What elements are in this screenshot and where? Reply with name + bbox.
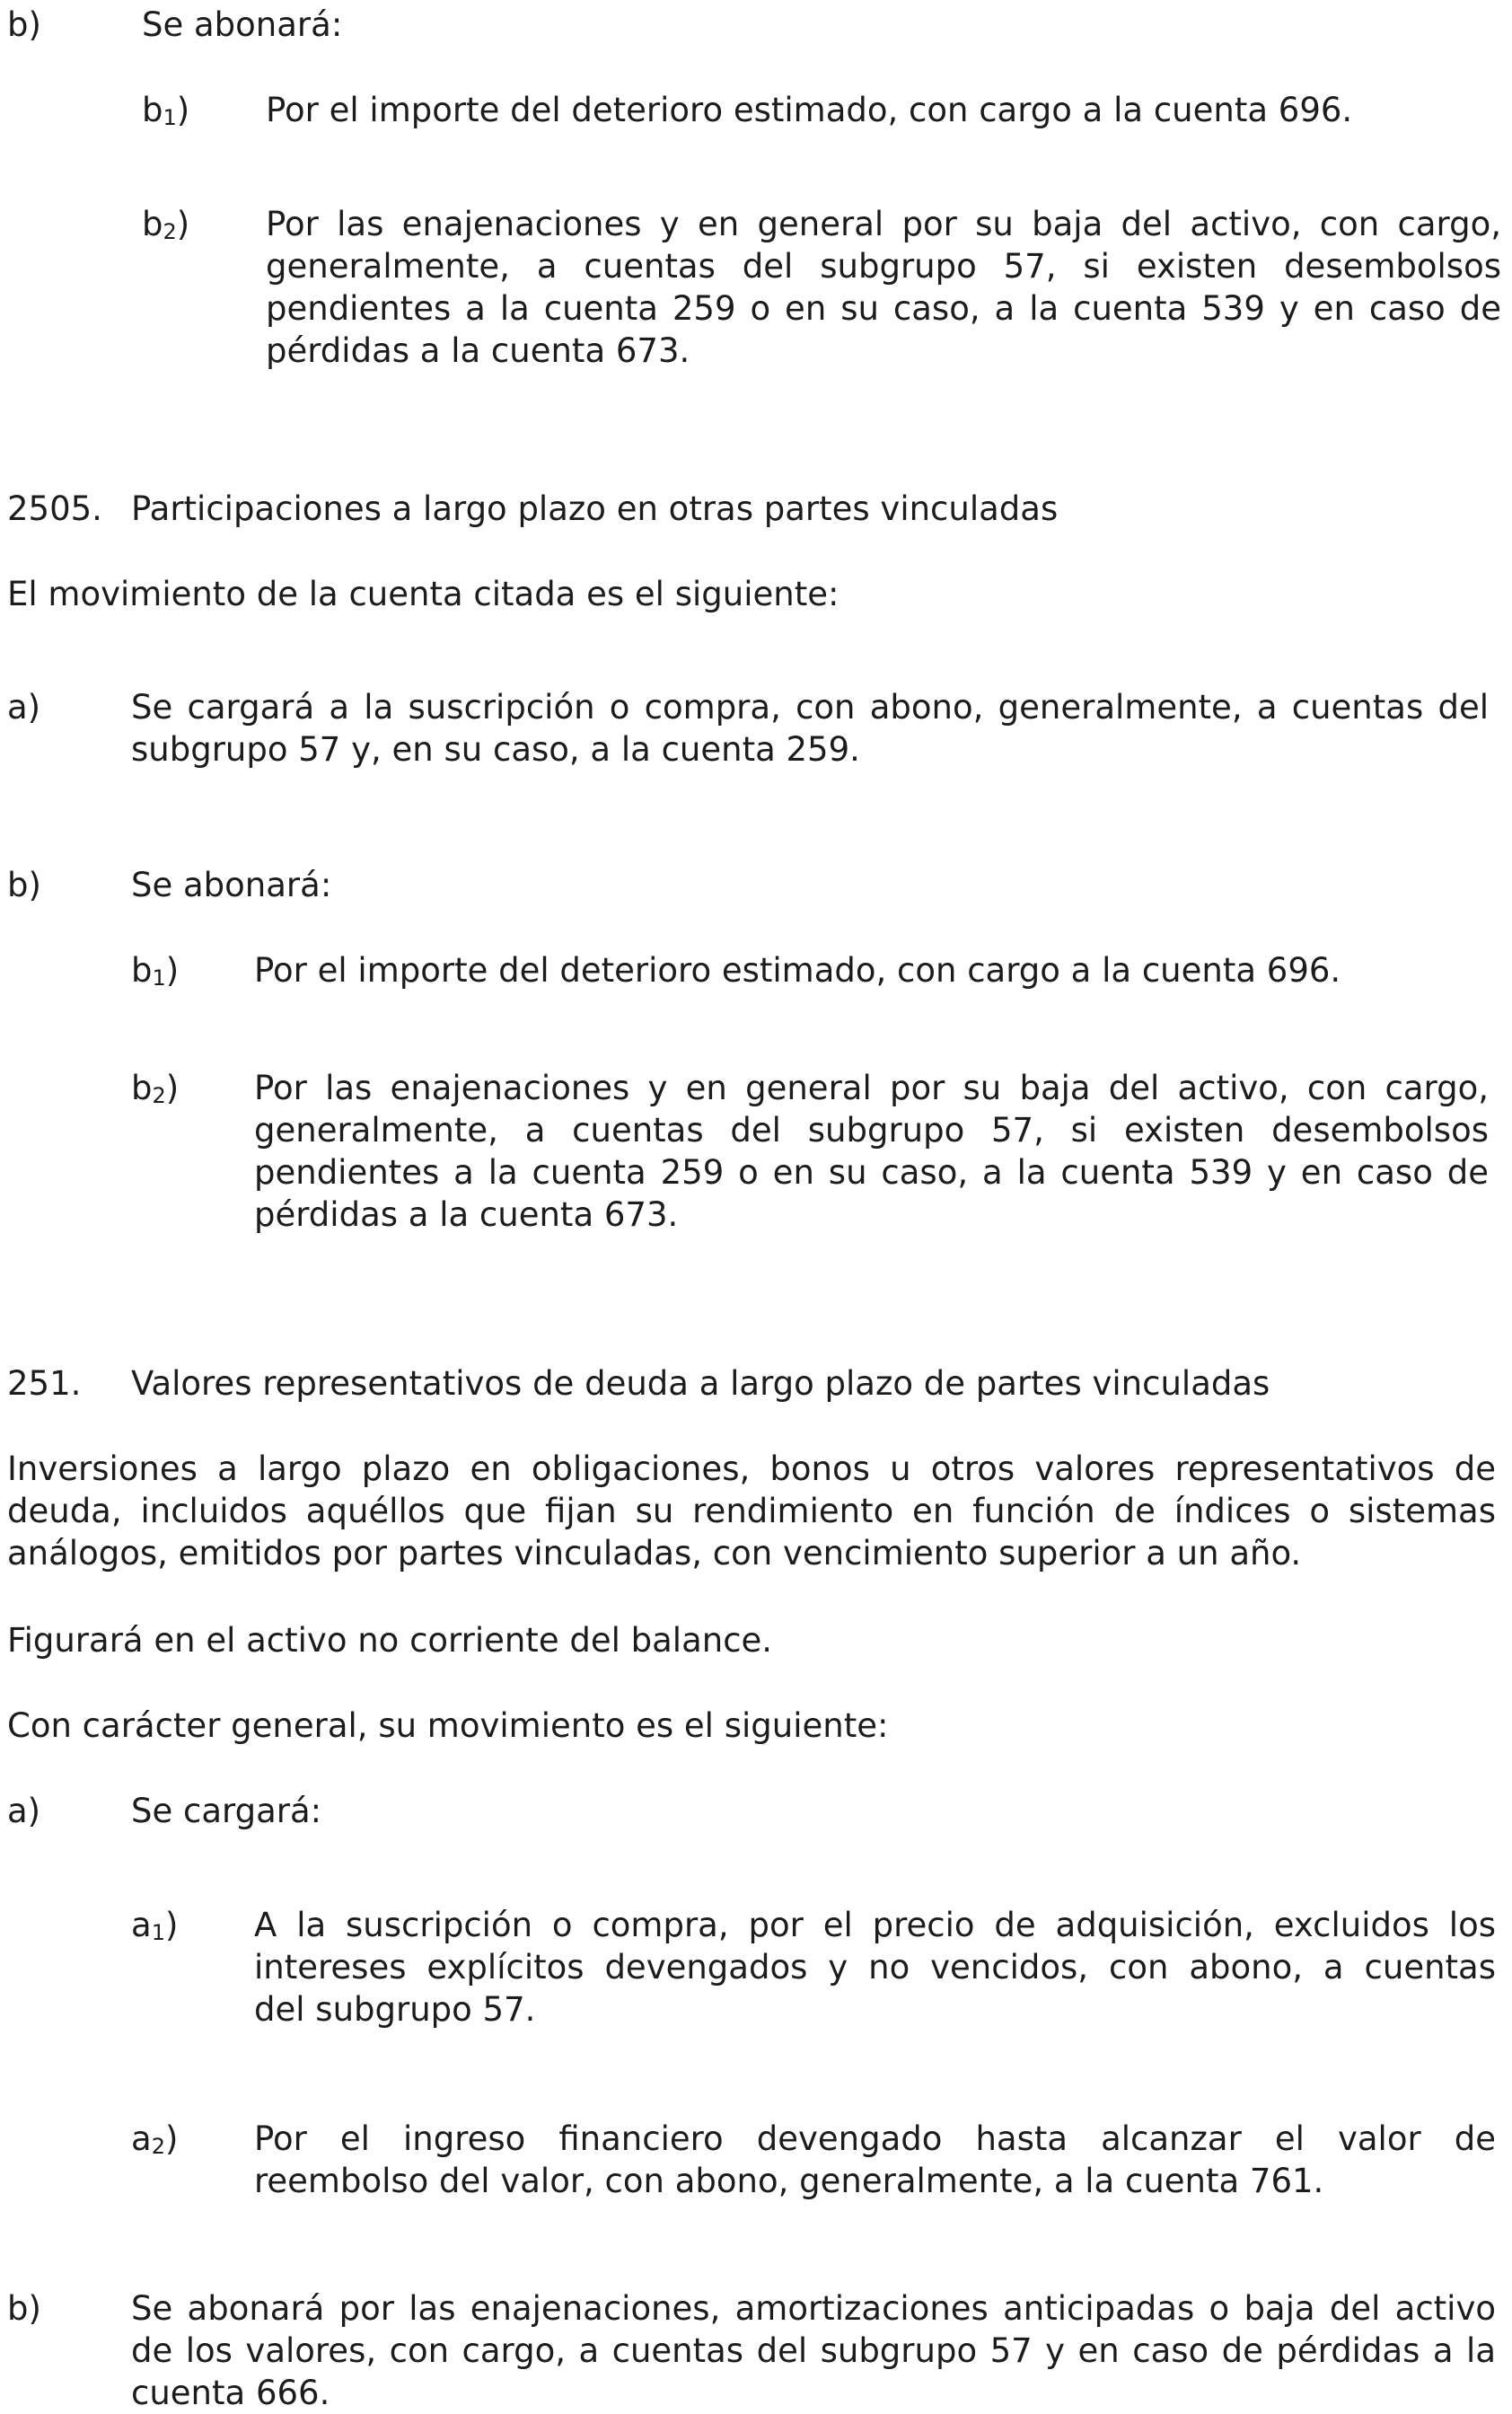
- item-a1-marker: $a_1$): [131, 1906, 179, 1945]
- section-number: 2505.: [7, 489, 102, 528]
- item-b-text: Se abonará:: [131, 866, 332, 904]
- item-b1-marker: $b_1$): [131, 951, 180, 991]
- item-b-marker: b): [7, 866, 41, 904]
- paragraph-line: del subgrupo 57.: [254, 1990, 536, 2029]
- section-intro: El movimiento de la cuenta citada es el siguiente:: [7, 575, 840, 613]
- item-a1-paragraph: [254, 1904, 1496, 2031]
- item-a-paragraph: [131, 686, 1489, 771]
- item-a2-marker: $a_2$): [131, 2119, 179, 2159]
- paragraph-line: reembolso del valor, con abono, generalmente, a la cuenta 761.: [254, 2162, 1324, 2200]
- item-b-text: Se abonará:: [142, 5, 343, 44]
- paragraph-line: Por las enajenaciones y en general por su baja del activo, con cargo,: [254, 1069, 1489, 1107]
- paragraph-line: Se abonará por las enajenaciones, amortizaciones anticipadas o baja del activo: [131, 2289, 1496, 2328]
- item-b1-marker: $b_1$): [142, 91, 190, 130]
- item-b-paragraph: [131, 2287, 1496, 2414]
- paragraph-line: generalmente, a cuentas del subgrupo 57, si existen desembolsos: [254, 1111, 1489, 1150]
- paragraph-line: pérdidas a la cuenta 673.: [266, 331, 690, 370]
- item-b1-text: Por el importe del deterioro estimado, con cargo a la cuenta 696.: [254, 951, 1341, 990]
- paragraph-line: deuda, incluidos aquéllos que fijan su rendimiento en función de índices o sistemas: [7, 1492, 1496, 1530]
- item-b-marker: b): [7, 2289, 41, 2328]
- item-a-text: Se cargará:: [131, 1792, 322, 1830]
- item-b1-text: Por el importe del deterioro estimado, con cargo a la cuenta 696.: [266, 91, 1353, 129]
- paragraph-line: intereses explícitos devengados y no vencidos, con abono, a cuentas: [254, 1948, 1496, 1987]
- item-b2-paragraph: [266, 203, 1501, 372]
- paragraph-line: cuenta 666.: [131, 2374, 330, 2412]
- item-b-marker: b): [7, 5, 41, 44]
- paragraph-line: análogos, emitidos por partes vinculadas, con vencimiento superior a un año.: [7, 1534, 1302, 1573]
- item-b2-marker: $b_2$): [131, 1069, 180, 1108]
- paragraph-line: generalmente, a cuentas del subgrupo 57, si existen desembolsos: [266, 247, 1501, 286]
- paragraph-line: A la suscripción o compra, por el precio de adquisición, excluidos los: [254, 1906, 1496, 1944]
- item-b2-paragraph: [254, 1067, 1489, 1236]
- paragraph-line: Se cargará a la suscripción o compra, con abono, generalmente, a cuentas del: [131, 688, 1489, 727]
- movement-intro: Con carácter general, su movimiento es el siguiente:: [7, 1706, 889, 1745]
- paragraph-line: Inversiones a largo plazo en obligaciones, bonos u otros valores representativos de: [7, 1449, 1496, 1488]
- balance-note: Figurará en el activo no corriente del balance.: [7, 1621, 773, 1660]
- item-a-marker: a): [7, 688, 41, 727]
- definition-paragraph: [7, 1448, 1496, 1574]
- paragraph-line: Por las enajenaciones y en general por su baja del activo, con cargo,: [266, 205, 1501, 243]
- paragraph-line: subgrupo 57 y, en su caso, a la cuenta 259.: [131, 730, 860, 769]
- section-title: Valores representativos de deuda a largo plazo de partes vinculadas: [131, 1364, 1270, 1403]
- paragraph-line: pérdidas a la cuenta 673.: [254, 1195, 679, 1234]
- item-a-marker: a): [7, 1792, 41, 1830]
- item-b2-marker: $b_2$): [142, 205, 190, 244]
- section-title: Participaciones a largo plazo en otras partes vinculadas: [131, 489, 1059, 528]
- item-a2-paragraph: [254, 2118, 1496, 2202]
- paragraph-line: pendientes a la cuenta 259 o en su caso, a la cuenta 539 y en caso de: [254, 1153, 1489, 1192]
- paragraph-line: de los valores, con cargo, a cuentas del subgrupo 57 y en caso de pérdidas a la: [131, 2331, 1496, 2370]
- section-number: 251.: [7, 1364, 82, 1403]
- paragraph-line: pendientes a la cuenta 259 o en su caso, a la cuenta 539 y en caso de: [266, 289, 1501, 328]
- paragraph-line: Por el ingreso financiero devengado hasta alcanzar el valor de: [254, 2119, 1496, 2158]
